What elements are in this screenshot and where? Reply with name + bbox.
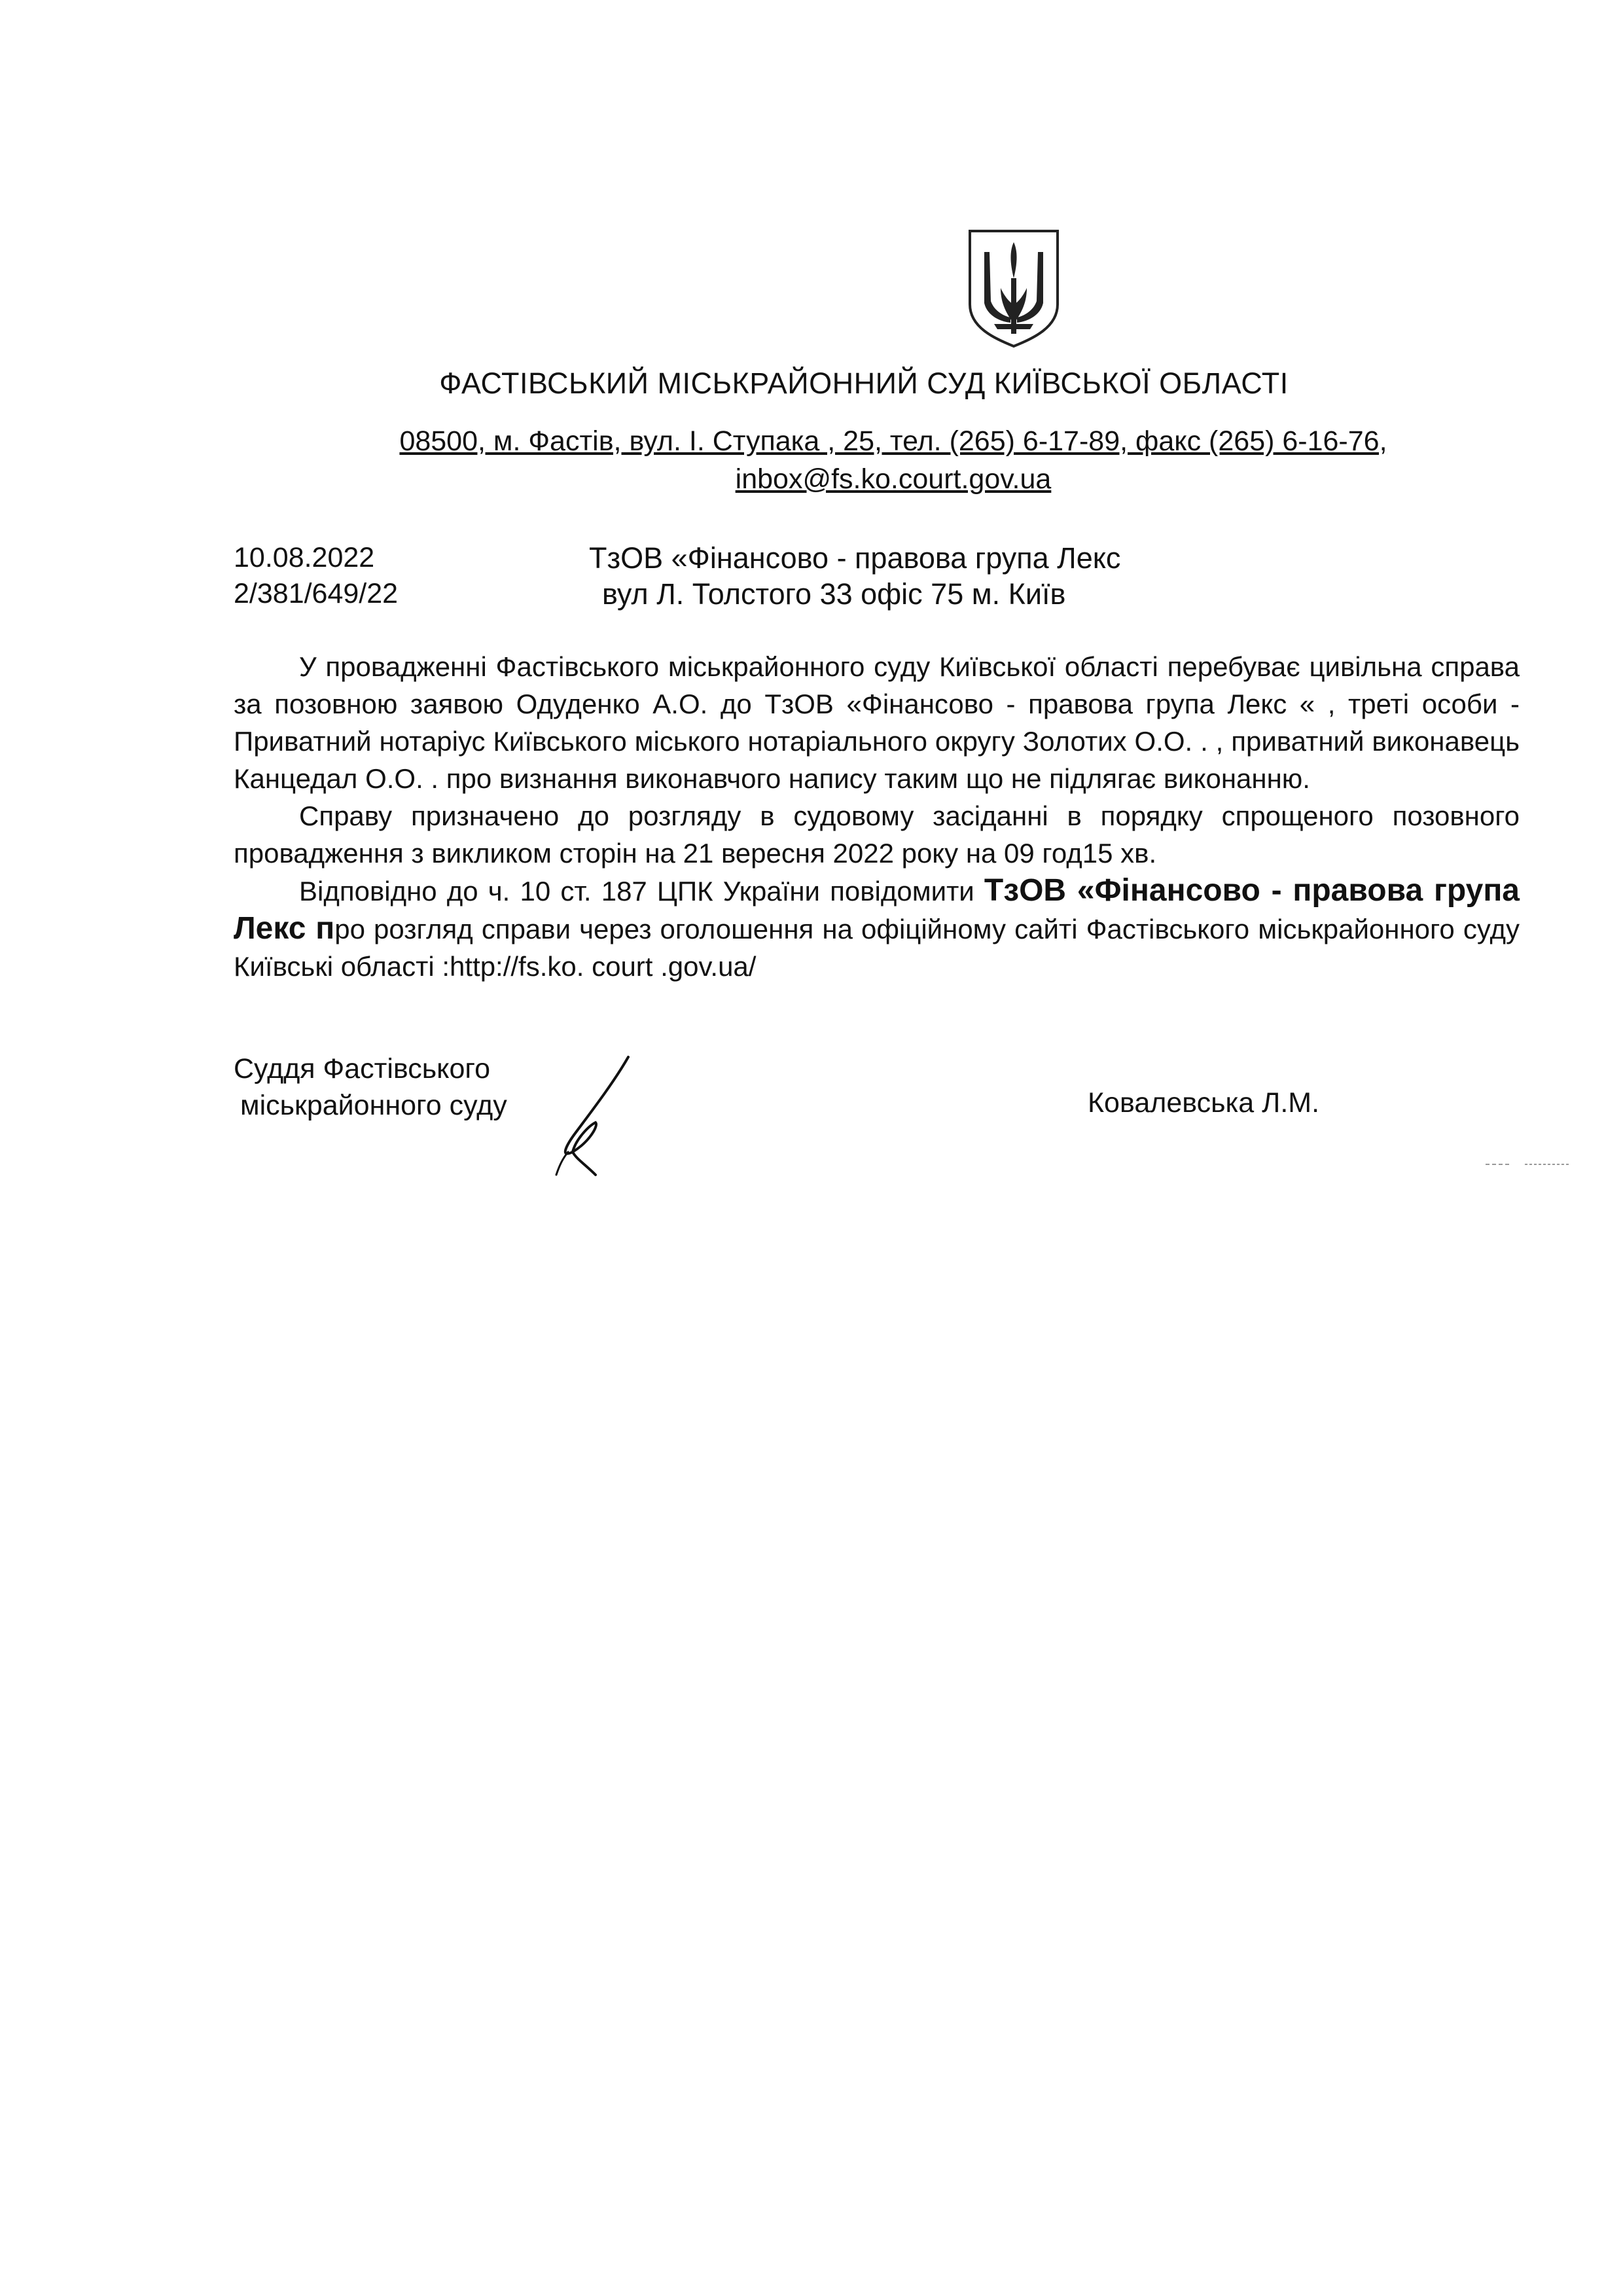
letter-body xyxy=(234,648,1520,985)
body-paragraph-3-start: Відповідно до ч. 10 ст. 187 ЦПК України повідомити xyxy=(299,876,984,906)
scan-artifact xyxy=(1486,1163,1571,1166)
coat-of-arms-icon xyxy=(965,226,1063,350)
court-address xyxy=(0,422,1623,498)
address-line-2: inbox@fs.ko.court.gov.ua xyxy=(735,463,1052,495)
judge-name: Ковалевська Л.М. xyxy=(1088,1087,1320,1119)
document-meta xyxy=(234,540,398,612)
signatory-title-line-2: міськрайонного суду xyxy=(240,1090,507,1121)
recipient-name: ТзОВ «Фінансово - правова група Лекс xyxy=(589,541,1121,575)
signatory-title-line-1: Суддя Фастівського xyxy=(234,1053,491,1085)
body-paragraph-1: У провадженні Фастівського міськрайонного суду Київської області перебуває цивільна справа за позовною заявою Одуденко А.О. до ТзОВ «Фінансово - правова група Лекс « , треті особи - Приватний нотаріус Київського міського нотаріального округу Золотих О.О. . , приватний виконавець Канцедал О.О. . про визнання виконавчого напису таким що не підлягає виконанню. xyxy=(234,651,1520,794)
body-paragraph-3-bold: ТзОВ «Фінансово - правова група Лекс п xyxy=(234,873,1520,946)
recipient-block xyxy=(589,540,1120,612)
signatory-title xyxy=(234,1050,507,1124)
recipient-address: вул Л. Толстого 33 офіс 75 м. Київ xyxy=(602,577,1066,611)
document-date: 10.08.2022 xyxy=(234,542,375,573)
body-paragraph-3 xyxy=(234,872,1520,985)
body-paragraph-3-end: ро розгляд справи через оголошення на офіційному сайті Фастівського міськрайонного суду Київські області :http://fs.ko. court .gov.ua/ xyxy=(234,914,1520,982)
case-number: 2/381/649/22 xyxy=(234,578,399,609)
court-name: ФАСТІВСЬКИЙ МІСЬКРАЙОННИЙ СУД КИЇВСЬКОЇ ОБЛАСТІ xyxy=(439,367,1289,400)
body-paragraph-2: Справу призначено до розгляду в судовому засіданні в порядку спрощеного позовного провадження з викликом сторін на 21 вересня 2022 року на 09 год15 хв. xyxy=(234,800,1520,869)
address-line-1: 08500, м. Фастів, вул. І. Ступака , 25, тел. (265) 6-17-89, факс (265) 6-16-76, xyxy=(399,425,1387,457)
handwritten-signature xyxy=(537,1054,641,1178)
